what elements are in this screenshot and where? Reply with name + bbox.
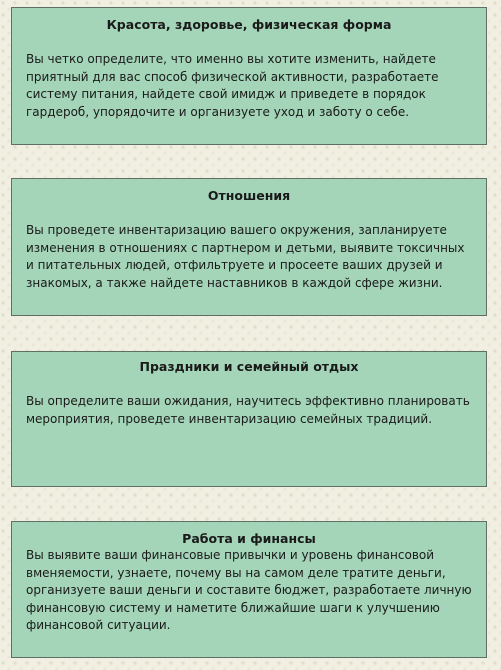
card-work-finance bbox=[11, 521, 487, 658]
card-text: Вы четко определите, что именно вы хотите изменить, найдете приятный для вас способ физической активности, разработаете систему питания, найдете свой имидж и приведете в порядок гардероб, упорядочите и организуете уход и заботу о себе. bbox=[26, 52, 439, 119]
card-text: Вы проведете инвентаризацию вашего окружения, запланируете изменения в отношениях с партнером и детьми, выявите токсичных и питательных людей, отфильтруете и просеете ваших друзей и знакомых, а также найдете наставников в каждой сфере жизни. bbox=[26, 223, 465, 290]
card-beauty-health bbox=[11, 7, 487, 145]
card-relationships bbox=[11, 178, 487, 316]
card-holidays-family bbox=[11, 351, 487, 487]
card-title: Работа и финансы bbox=[182, 531, 316, 546]
card-title: Отношения bbox=[207, 188, 291, 203]
card-text: Вы выявите ваши финансовые привычки и уровень финансовой вменяемости, узнаете, почему вы на самом деле тратите деньги, организуете ваши деньги и составите бюджет, разработаете личную финансовую систему и наметите ближайшие шаги к улучшению финансовой ситуации. bbox=[26, 548, 472, 632]
card-title: Праздники и семейный отдых bbox=[139, 359, 359, 374]
card-title: Красота, здоровье, физическая форма bbox=[106, 17, 392, 32]
card-text: Вы определите ваши ожидания, научитесь эффективно планировать мероприятия, проведете инвентаризацию семейных традиций. bbox=[26, 394, 470, 426]
